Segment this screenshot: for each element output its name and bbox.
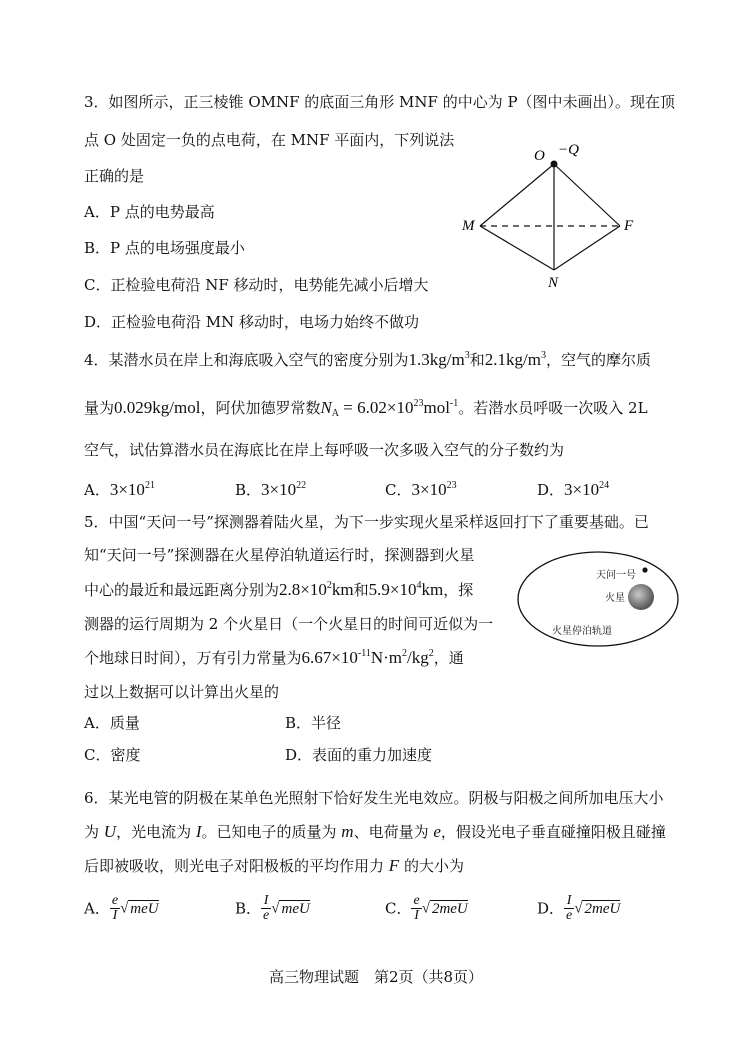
q5-option-b: B．半径 <box>285 714 342 732</box>
distance-near: $2.8\times 10^2km$ <box>279 580 354 599</box>
q6-option-d: D． $\frac{I}{e}$ √ 2meU <box>537 893 621 923</box>
avogadro-constant: $N_A = 6.02\times 10^{23}mol^{-1}$ <box>320 398 459 419</box>
q5-line-6: 过以上数据可以计算出火星的 <box>84 683 280 701</box>
distance-far: $5.9\times 10^4km$ <box>368 580 444 599</box>
q5-line-4: 测器的运行周期为 2 个火星日（一个火星日的时间可近似为一 <box>84 615 494 633</box>
label-m: M <box>462 218 475 234</box>
q4-line-2: 量为0.029kg/mol，阿伏加德罗常数$N_A = 6.02\times 10^{23}mol^{-1}$。若潜水员呼吸一次吸入 2L <box>84 398 648 419</box>
q6-line-1: 6．某光电管的阴极在某单色光照射下恰好发生光电效应。阴极与阳极之间所加电压大小 <box>84 789 664 807</box>
q3-line-2: 点 O 处固定一负的点电荷，在 MNF 平面内，下列说法 <box>84 131 455 149</box>
charge-symbol: e <box>433 822 441 841</box>
q4-option-d: D．$3\times 10^{24}$ <box>537 480 610 499</box>
page-footer: 高三物理试题 第2页（共8页） <box>268 968 484 986</box>
force-symbol: F <box>388 856 400 875</box>
q3-line-3: 正确的是 <box>84 167 145 185</box>
q3-option-c: C．正检验电荷沿 NF 移动时，电势能先减小后增大 <box>84 276 429 294</box>
q3-line-1: 3．如图所示，正三棱锥 OMNF 的底面三角形 MNF 的中心为 P（图中未画出）。现在顶 <box>84 93 676 111</box>
q4-line-3: 空气，试估算潜水员在海底比在岸上每呼吸一次多吸入空气的分子数约为 <box>84 441 565 459</box>
mass-symbol: m <box>341 822 354 841</box>
molar-mass: 0.029kg/mol <box>114 398 201 417</box>
q4-option-a: A．$3\times 10^{21}$ <box>84 480 155 499</box>
density-shore: $1.3kg/m^3$ <box>408 350 470 369</box>
q5-option-a: A．质量 <box>84 714 140 732</box>
q6-line-3: 后即被吸收，则光电子对阳极板的平均作用力 F 的大小为 <box>84 856 464 875</box>
q4-option-c: C．$3\times 10^{23}$ <box>385 480 457 499</box>
q6-option-b: B． $\frac{I}{e}$ √ meU <box>235 893 310 923</box>
q5-line-2: 知“天问一号”探测器在火星停泊轨道运行时，探测器到火星 <box>84 546 475 564</box>
gravitational-constant: $6.67\times 10^{-11}N\cdot m^2/kg^2$ <box>301 648 434 667</box>
label-orbit: 火星停泊轨道 <box>552 626 612 637</box>
q6-option-a: A． $\frac{e}{I}$ √ meU <box>84 893 159 923</box>
current-symbol: I <box>195 822 202 841</box>
edge-mn <box>480 226 554 270</box>
q4-text-1c: ，空气的摩尔质 <box>545 351 651 369</box>
density-sea: $2.1kg/m^3$ <box>484 350 546 369</box>
label-n: N <box>548 275 559 290</box>
mars-orbit-figure <box>514 548 682 650</box>
q6-option-c: C． $\frac{e}{I}$ √ 2meU <box>385 893 468 923</box>
label-f: F <box>624 218 634 234</box>
q6-line-2: 为 U，光电流为 I。已知电子的质量为 m、电荷量为 e，假设光电子垂直碰撞阳极且碰撞 <box>84 822 666 841</box>
q4-option-b: B．$3\times 10^{22}$ <box>235 480 307 499</box>
label-q: −Q <box>558 142 579 158</box>
edge-nf <box>554 226 620 270</box>
q3-option-b: B．P 点的电场强度最小 <box>84 239 245 257</box>
label-o: O <box>534 148 545 164</box>
pyramid-figure <box>458 140 648 290</box>
q3-option-a: A．P 点的电势最高 <box>84 203 215 221</box>
probe-dot <box>642 567 647 572</box>
mars-planet <box>628 584 654 610</box>
q4-text-1b: 和 <box>469 351 485 369</box>
q5-option-d: D．表面的重力加速度 <box>285 746 433 764</box>
voltage-symbol: U <box>103 822 117 841</box>
charge-point <box>551 161 558 168</box>
edge-om <box>480 164 554 226</box>
q4-line-1 <box>84 350 651 370</box>
q3-option-d: D．正检验电荷沿 MN 移动时，电场力始终不做功 <box>84 313 420 331</box>
q5-line-5: 个地球日时间），万有引力常量为$6.67\times 10^{-11}N\cdot m^2/kg^2$，通 <box>84 648 464 667</box>
q5-line-1: 5．中国“天问一号”探测器着陆火星，为下一步实现火星采样返回打下了重要基础。已 <box>84 513 649 531</box>
q4-text-1a: 4．某潜水员在岸上和海底吸入空气的密度分别为 <box>84 351 409 369</box>
edge-of <box>554 164 620 226</box>
label-probe: 天问一号 <box>596 570 636 581</box>
label-mars: 火星 <box>605 593 625 604</box>
q5-option-c: C．密度 <box>84 746 141 764</box>
q5-line-3: 中心的最近和最远距离分别为$2.8\times 10^2km$和$5.9\times 10^4km$，探 <box>84 580 474 599</box>
